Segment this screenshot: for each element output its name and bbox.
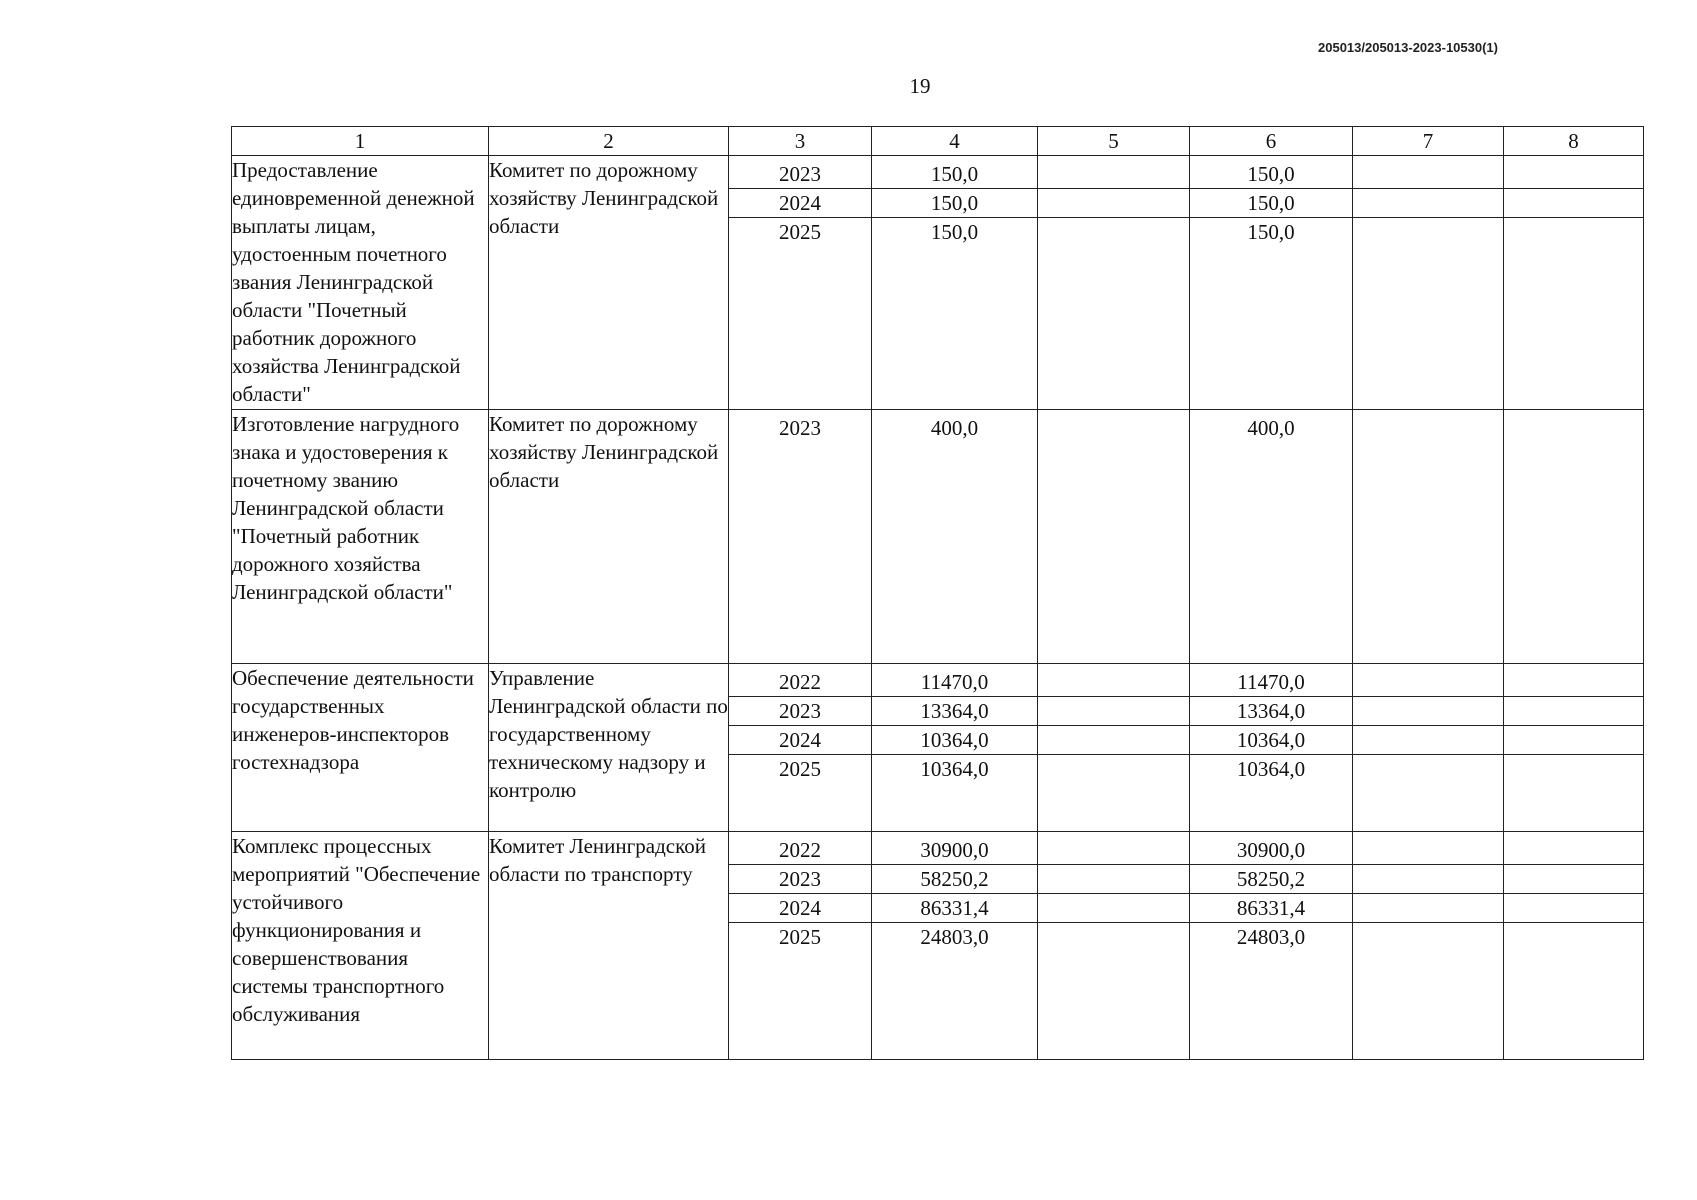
year-cell: 2024	[729, 189, 871, 218]
col4-value: 150,0	[872, 189, 1037, 218]
year-cell: 2025	[779, 925, 821, 949]
col4-value-column	[872, 156, 1038, 410]
col4-value: 11470,0	[872, 668, 1037, 697]
col6-value: 150,0	[1247, 220, 1295, 244]
col6-value: 13364,0	[1190, 697, 1352, 726]
year-cell: 2024	[729, 894, 871, 923]
year-cell: 2024	[729, 726, 871, 755]
col6-value-column	[1190, 664, 1353, 832]
col5-value	[1038, 865, 1189, 894]
col5-value	[1038, 726, 1189, 755]
year-cell-column	[729, 156, 872, 410]
col7-value	[1353, 189, 1503, 218]
col8-value	[1504, 865, 1643, 894]
budget-table	[231, 126, 1644, 1060]
col-header-1: 1	[232, 127, 489, 156]
col5-value	[1038, 668, 1189, 697]
col6-value: 86331,4	[1190, 894, 1352, 923]
col7-value-column	[1353, 156, 1504, 410]
col6-value: 11470,0	[1190, 668, 1352, 697]
year-cell: 2023	[729, 865, 871, 894]
col6-value-column	[1190, 410, 1353, 664]
col-header-6: 6	[1190, 127, 1353, 156]
col4-value: 58250,2	[872, 865, 1037, 894]
year-cell: 2022	[729, 668, 871, 697]
col8-value	[1504, 189, 1643, 218]
responsible-body: Комитет по дорожному хозяйству Ленинградской области	[489, 410, 729, 664]
col7-value	[1353, 755, 1503, 783]
column-number-row	[232, 127, 1644, 156]
table-row	[232, 410, 1644, 664]
col7-value	[1353, 160, 1503, 189]
col7-value	[1353, 923, 1503, 951]
col7-value	[1353, 697, 1503, 726]
col8-value	[1504, 218, 1643, 246]
col7-value	[1353, 836, 1503, 865]
col4-value: 13364,0	[872, 697, 1037, 726]
col5-value	[1038, 414, 1189, 442]
col-header-5: 5	[1038, 127, 1190, 156]
year-cell-column	[729, 410, 872, 664]
col5-value	[1038, 755, 1189, 783]
col6-value: 150,0	[1190, 160, 1352, 189]
col8-value	[1504, 836, 1643, 865]
col8-value-column	[1504, 664, 1644, 832]
col4-value: 24803,0	[920, 925, 989, 949]
col8-value	[1504, 414, 1643, 442]
col5-value	[1038, 697, 1189, 726]
year-cell: 2025	[779, 757, 821, 781]
year-cell-column	[729, 664, 872, 832]
col5-value	[1038, 218, 1189, 246]
col7-value	[1353, 218, 1503, 246]
col7-value-column	[1353, 410, 1504, 664]
col5-value-column	[1038, 832, 1190, 1060]
col7-value	[1353, 865, 1503, 894]
col8-value	[1504, 923, 1643, 951]
col-header-3: 3	[729, 127, 872, 156]
col7-value	[1353, 668, 1503, 697]
responsible-body: Комитет Ленинградской области по транспорту	[489, 832, 729, 1060]
col6-value: 24803,0	[1236, 925, 1306, 949]
col5-value	[1038, 894, 1189, 923]
col8-value	[1504, 160, 1643, 189]
year-cell: 2023	[729, 160, 871, 189]
document-id: 205013/205013-2023-10530(1)	[1318, 40, 1498, 55]
col-header-8: 8	[1504, 127, 1644, 156]
col6-value: 10364,0	[1190, 726, 1352, 755]
responsible-body: Комитет по дорожному хозяйству Ленинградской области	[489, 156, 729, 410]
col-header-2: 2	[489, 127, 729, 156]
col8-value	[1504, 894, 1643, 923]
year-cell: 2025	[779, 220, 821, 244]
col6-value: 10364,0	[1236, 757, 1306, 781]
col4-value-column	[872, 832, 1038, 1060]
col7-value	[1353, 414, 1503, 442]
col4-value-column	[872, 410, 1038, 664]
col5-value-column	[1038, 410, 1190, 664]
responsible-body: Управление Ленинградской области по государственному техническому надзору и контролю	[489, 664, 729, 832]
col4-value-column	[872, 664, 1038, 832]
col5-value	[1038, 923, 1189, 951]
col5-value-column	[1038, 664, 1190, 832]
col4-value: 400,0	[930, 416, 979, 440]
table-row	[232, 664, 1644, 832]
col8-value-column	[1504, 832, 1644, 1060]
year-cell: 2023	[729, 697, 871, 726]
table-body	[232, 156, 1644, 1060]
col6-value: 400,0	[1247, 416, 1295, 440]
col7-value-column	[1353, 664, 1504, 832]
col7-value	[1353, 894, 1503, 923]
col5-value-column	[1038, 156, 1190, 410]
col-header-4: 4	[872, 127, 1038, 156]
col6-value: 58250,2	[1190, 865, 1352, 894]
page-number: 19	[909, 74, 931, 98]
year-cell: 2023	[779, 416, 821, 440]
col6-value-column	[1190, 156, 1353, 410]
year-cell-column	[729, 832, 872, 1060]
year-cell: 2022	[729, 836, 871, 865]
col4-value: 150,0	[872, 160, 1037, 189]
col6-value-column	[1190, 832, 1353, 1060]
col8-value	[1504, 697, 1643, 726]
col-header-7: 7	[1353, 127, 1504, 156]
col6-value: 150,0	[1190, 189, 1352, 218]
col6-value: 30900,0	[1190, 836, 1352, 865]
col7-value	[1353, 726, 1503, 755]
col8-value	[1504, 726, 1643, 755]
col5-value	[1038, 189, 1189, 218]
table-row	[232, 832, 1644, 1060]
activity-name: Предоставление единовременной денежной выплаты лицам, удостоенным почетного звания Ленинградской области "Почетный работник дорожного хозяйства Ленинградской области"	[232, 156, 489, 410]
col4-value: 10364,0	[872, 726, 1037, 755]
col8-value	[1504, 668, 1643, 697]
activity-name: Изготовление нагрудного знака и удостоверения к почетному званию Ленинградской области "Почетный работник дорожного хозяйства Ленинградской области"	[232, 410, 489, 664]
col4-value: 86331,4	[872, 894, 1037, 923]
col7-value-column	[1353, 832, 1504, 1060]
col4-value: 30900,0	[872, 836, 1037, 865]
col4-value: 150,0	[930, 220, 979, 244]
col4-value: 10364,0	[920, 757, 989, 781]
col8-value	[1504, 755, 1643, 783]
col8-value-column	[1504, 410, 1644, 664]
col5-value	[1038, 160, 1189, 189]
col8-value-column	[1504, 156, 1644, 410]
table-row	[232, 156, 1644, 410]
activity-name: Обеспечение деятельности государственных инженеров-инспекторов гостехнадзора	[232, 664, 489, 832]
col5-value	[1038, 836, 1189, 865]
activity-name: Комплекс процессных мероприятий "Обеспечение устойчивого функционирования и совершенствования системы транспортного обслуживания	[232, 832, 489, 1060]
